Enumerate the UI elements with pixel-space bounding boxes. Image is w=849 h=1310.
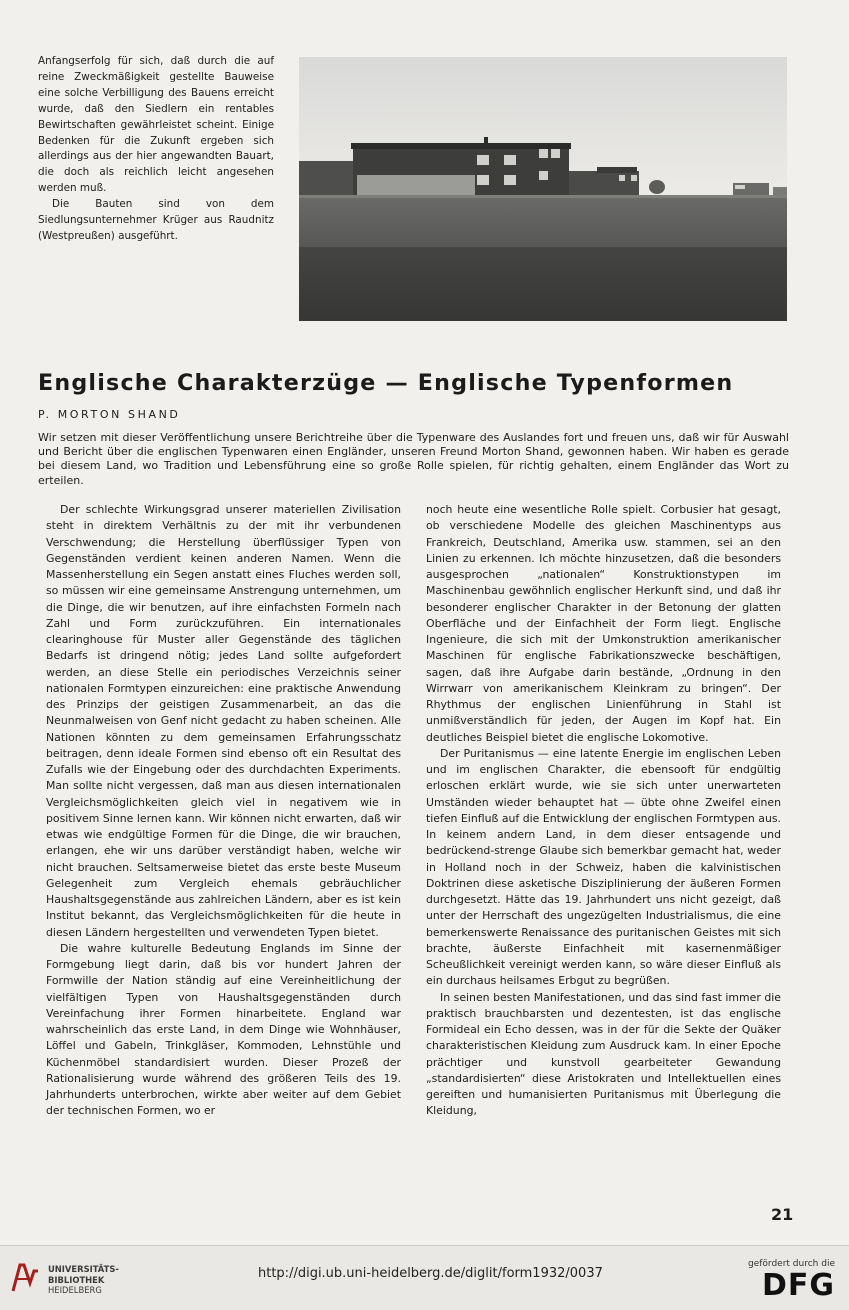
library-name-line: BIBLIOTHEK bbox=[48, 1274, 105, 1285]
body-paragraph: noch heute eine wesentliche Rolle spielt. Corbusier hat gesagt, ob verschiedene Modelle des gleichen Maschinentyps aus Frankreich, Deutschland, Amerika usw. stammen, sei an den Linien zu erkennen. Ich möchte hinzusetzen, daß die besonders ausgesprochen „nationalen“ Konstruktionstypen im Maschinenbau gewöhnlich englischer Herkunft sind, und daß ihr besonderer englischer Charakter in der Betonung der glatten Oberfläche und der Einfachheit der Form liegt. Englische Ingenieure, die sich mit der Umkonstruktion amerikanischer Maschinen für englische Fabrikationszwecke beschäftigen, sagen, daß ihre Aufgabe darin bestände, „Ordnung in den Wirrwarr von amerikanischem Kleinkram zu bringen“. Der Rhythmus der englischen Linienführung in Stahl ist unmißverständlich für jeden, der Augen im Kopf hat. Ein deutliches Beispiel bietet die englische Lokomotive. bbox=[426, 503, 781, 744]
intro-paragraph: Anfangserfolg für sich, daß durch die auf reine Zweckmäßigkeit gestellte Bauweise eine solche Verbilligung des Bauens erreicht wurde, daß den Siedlern ein rentables Bewirtschaften gewährleistet scheint. Einige Bedenken für die Zukunft ergeben sich allerdings aus der hier angewandten Bauart, die doch als reichlich leicht angesehen werden muß. bbox=[38, 55, 274, 195]
article-lead: Wir setzen mit dieser Veröffentlichung unsere Berichtreihe über die Typenware des Auslandes fort und freuen uns, daß wir für Auswahl und Bericht über die englischen Typenwaren einen Engländer, unseren Freund Morton Shand, gewonnen haben. Wir haben es gerade bei diesem Land, wo Tradition und Lebensführung eine so große Rolle spielen, für richtig gehalten, einem Engländer das Wort zu erteilen. bbox=[38, 431, 789, 487]
funding-notice bbox=[748, 1259, 835, 1301]
funding-label: gefördert durch die bbox=[748, 1259, 835, 1269]
body-paragraph: In seinen besten Manifestationen, und das sind fast immer die praktisch brauchbarsten und dezentesten, ist das englische Formideal ein Echo dessen, was in der für die Sekte der Quäker charakteristischen Kleidung zum Ausdruck kam. In einer Epoche prächtiger und kunstvoll gearbeiteter Gewandung „standardisierten“ diese Aristokraten und Intellektuellen eines gereiften und humanisierten Puritanismus mit Überlegung die Kleidung, bbox=[426, 990, 781, 1118]
digitization-footer bbox=[0, 1245, 849, 1310]
body-column-right bbox=[426, 502, 781, 1120]
library-name bbox=[48, 1264, 119, 1296]
article-title: Englische Charakterzüge — Englische Typenformen bbox=[38, 370, 734, 396]
body-paragraph: Die wahre kulturelle Bedeutung Englands im Sinne der Formgebung liegt darin, daß bis vor hundert Jahren der Formwille der Nation ständig auf eine Vereinheitlichung der vielfältigen Typen von Haushaltsgegenständen durch Vereinfachung ihrer Formen hinarbeitete. England war wahrscheinlich das erste Land, in dem Dinge wie Wohnhäuser, Löffel und Gabeln, Trinkgläser, Kommoden, Lehnstühle und Küchenmöbel standardisiert wurden. Dieser Prozeß der Rationalisierung wurde während des größeren Teils des 19. Jahrhunderts unterbrochen, wirkte aber weiter auf dem Gebiet der technischen Formen, wo er bbox=[46, 941, 401, 1118]
digitization-url-link[interactable]: http://digi.ub.uni-heidelberg.de/diglit/form1932/0037 bbox=[258, 1266, 603, 1281]
page-number: 21 bbox=[771, 1205, 794, 1224]
building-photo bbox=[299, 57, 787, 321]
building-photo-image bbox=[299, 57, 787, 321]
intro-column bbox=[38, 54, 274, 245]
intro-paragraph: Die Bauten sind von dem Siedlungsunternehmer Krüger aus Raudnitz (Westpreußen) ausgeführt. bbox=[38, 198, 274, 242]
body-column-left bbox=[46, 502, 401, 1120]
article-author: P. MORTON SHAND bbox=[38, 408, 181, 421]
body-paragraph: Der Puritanismus — eine latente Energie im englischen Leben und im englischen Charakter, die ebensooft für endgültig erloschen erklärt wurde, wie sie sich unter unerwarteten Umständen wieder behauptet hat — übte ohne Zweifel einen tiefen Einfluß auf die Entwicklung der englischen Formtypen aus. In keinem andern Land, in dem dieser entsagende und bedrückend-strenge Glaube sich bemerkbar gemacht hat, weder in Holland noch in der Schweiz, haben die kalvinistischen Doktrinen diese asketische Disziplinierung der äußeren Formen durchgesetzt. Hätte das 19. Jahrhundert uns nicht gezeigt, daß unter der Herrschaft des ungezügelten Industrialismus, die eine bemerkenswerte Renaissance des puritanischen Geistes mit sich brachte, äußerste Einfachheit mit kasernenmäßiger Scheußlichkeit vereinigt werden kann, so wäre dieser Einfluß als ein durchaus heilsames Erbgut zu begrüßen. bbox=[426, 746, 781, 988]
library-name-line: HEIDELBERG bbox=[48, 1285, 102, 1295]
library-logo-icon bbox=[10, 1261, 40, 1293]
dfg-logo: DFG bbox=[761, 1268, 835, 1303]
body-paragraph: Der schlechte Wirkungsgrad unserer materiellen Zivilisation steht in direktem Verhältnis zu der mit ihr verbundenen Verschwendung; die Herstellung überflüssiger Typen von Gegenständen verdient keinen anderen Namen. Wenn die Massenherstellung ein Segen anstatt eines Fluches werden soll, so müssen wir eine gemeinsame Anstrengung unternehmen, um die Dinge, die wir benutzen, auf ihre einfachsten Formeln nach Zahl und Form zurückzuführen. Ein internationales clearinghouse für Muster aller Gegenstände des täglichen Bedarfs ist dringend nötig; jedes Land sollte aufgefordert werden, an diese Stelle ein periodisches Verzeichnis seiner nationalen Formtypen einzureichen: eine praktische Anwendung des Prinzips der geistigen Zusammenarbeit, an das die Neunmalweisen von Genf nicht gedacht zu haben scheinen. Alle Nationen könnten zu dem gemeinsamen Erfahrungsschatz beitragen, denn ideale Formen sind ebenso oft ein Resultat des Zufalls wie der Eingebung oder des durchdachten Experiments. Man sollte nicht vergessen, daß man aus diesen internationalen Vergleichsmöglichkeiten gleich viel in negativem wie in positivem Sinne lernen kann. Wir können nicht erwarten, daß wir etwas wie endgültige Formen für die Dinge, die wir brauchen, erlangen, ehe wir uns darüber verständigt haben, welche wir nicht brauchen. Seltsamerweise bietet das erste beste Museum Gelegenheit zum Vergleich ehemals gebräuchlicher Haushaltsgegenstände aus zahlreichen Ländern, aber es ist kein Institut bekannt, das Vergleichsmöglichkeiten für die heute in diesen Ländern hergestellten und verwendeten Typen bietet. bbox=[46, 503, 401, 939]
library-name-line: UNIVERSITÄTS- bbox=[48, 1264, 119, 1274]
